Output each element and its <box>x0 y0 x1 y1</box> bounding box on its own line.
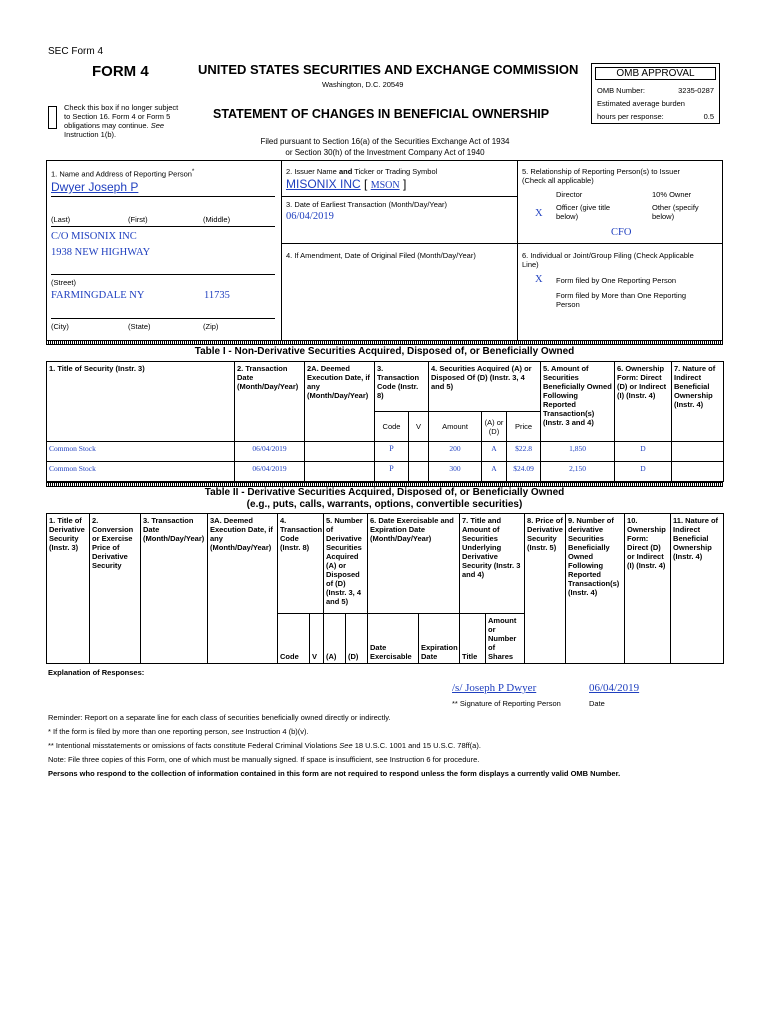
table-row <box>47 462 724 482</box>
agency-title: UNITED STATES SECURITIES AND EXCHANGE COMMISSION <box>198 62 579 77</box>
issuer-name: MISONIX INC <box>286 177 361 191</box>
omb-title: OMB APPROVAL <box>595 67 716 80</box>
other-option: Other (specify below) <box>652 203 699 221</box>
t2-col-form: 10. Ownership Form: Direct (D) or Indirect (I) (Instr. 4) <box>625 514 671 664</box>
t2-sub-a: (A) <box>324 614 346 664</box>
t1-col-date: 2. Transaction Date (Month/Day/Year) <box>235 362 305 442</box>
t1-col-title: 1. Title of Security (Instr. 3) <box>47 362 235 442</box>
more-reporting-persons-option: Form filed by More than One Reporting Person <box>556 291 687 309</box>
ticker-symbol: MSON <box>370 180 400 191</box>
signature: /s/ Joseph P Dwyer <box>452 682 537 694</box>
officer-title: CFO <box>611 227 632 238</box>
t1-row2-title: Common Stock <box>47 462 235 482</box>
t2-col-deemed: 3A. Deemed Execution Date, if any (Month/Day/Year) <box>208 514 278 664</box>
box4-label: 4. If Amendment, Date of Original Filed (Month/Day/Year) <box>286 251 476 260</box>
t2-sub-v: V <box>310 614 324 664</box>
omb-hours: 0.5 <box>703 112 714 121</box>
t1-sub-v: V <box>409 412 429 442</box>
last-name-label: (Last) <box>51 215 71 224</box>
t2-sub-date-exercisable: Date Exercisable <box>368 614 419 664</box>
one-reporting-person-option: Form filed by One Reporting Person <box>556 276 677 285</box>
t1-row1-code: P <box>375 442 409 462</box>
t2-col-title: 1. Title of Derivative Security (Instr. 3) <box>47 514 90 664</box>
checkbox-instructions: Check this box if no longer subject to Section 16. Form 4 or Form 5 obligations may continue. See Instruction 1(b). <box>64 103 179 139</box>
t1-row1-form: D <box>615 442 672 462</box>
t1-row1-owned: 1,850 <box>541 442 615 462</box>
city-value: FARMINGDALE NY <box>51 290 145 301</box>
t2-sub-title: Title <box>460 614 486 664</box>
issuer-ticker: MISONIX INC [ MSON ] <box>286 177 407 191</box>
t1-row1-price: $22.8 <box>507 442 541 462</box>
table-row <box>47 442 724 462</box>
reminder: Reminder: Report on a separate line for each class of securities beneficially owned directly or indirectly. <box>48 713 391 722</box>
reporting-person-name: Dwyer Joseph P <box>51 180 139 194</box>
t1-col-owned: 5. Amount of Securities Beneficially Owned Following Reported Transaction(s) (Instr. 3 and 4) <box>541 362 615 442</box>
form-number: FORM 4 <box>92 63 149 80</box>
director-option: Director <box>556 190 583 199</box>
t1-row2-owned: 2,150 <box>541 462 615 482</box>
t2-col-date: 3. Transaction Date (Month/Day/Year) <box>141 514 208 664</box>
t1-col-nature: 7. Nature of Indirect Beneficial Ownership (Instr. 4) <box>672 362 724 442</box>
t2-col-price: 8. Price of Derivative Security (Instr. 5) <box>525 514 566 664</box>
omb-hours-label: hours per response: <box>597 112 664 121</box>
officer-option: Officer (give title below) <box>556 203 611 221</box>
t1-row2-ad: A <box>482 462 507 482</box>
t1-row1-date: 06/04/2019 <box>235 442 305 462</box>
zip-label: (Zip) <box>203 322 219 331</box>
t2-sub-amount: Amount or Number of Shares <box>486 614 525 664</box>
note-misstatements: ** Intentional misstatements or omissions of facts constitute Federal Criminal Violations See 18 U.S.C. 1001 and 15 U.S.C. 78ff(a). <box>48 741 481 750</box>
table2-title: Table II - Derivative Securities Acquired, Disposed of, or Beneficially Owned (e.g., puts, calls, warrants, options, convertible securities) <box>204 487 565 510</box>
box5-label: 5. Relationship of Reporting Person(s) to Issuer (Check all applicable) <box>522 167 680 185</box>
city-label: (City) <box>51 322 69 331</box>
t2-col-conversion: 2. Conversion or Exercise Price of Derivative Security <box>90 514 141 664</box>
t1-col-acquired: 4. Securities Acquired (A) or Disposed Of (D) (Instr. 3, 4 and 5) <box>429 362 541 412</box>
t2-sub-d: (D) <box>346 614 368 664</box>
state-label: (State) <box>128 322 151 331</box>
t1-row2-price: $24.09 <box>507 462 541 482</box>
box6-label: 6. Individual or Joint/Group Filing (Check Applicable Line) <box>522 251 694 269</box>
table2-derivative <box>46 513 724 664</box>
ten-percent-owner-option: 10% Owner <box>652 190 692 199</box>
table1-title: Table I - Non-Derivative Securities Acquired, Disposed of, or Beneficially Owned <box>194 346 575 357</box>
t1-col-code: 3. Transaction Code (Instr. 8) <box>375 362 429 412</box>
t1-row2-form: D <box>615 462 672 482</box>
t1-sub-price: Price <box>507 412 541 442</box>
agency-city: Washington, D.C. 20549 <box>322 80 404 89</box>
note-copies: Note: File three copies of this Form, one of which must be manually signed. If space is insufficient, see Instruction 6 for procedure. <box>48 755 480 764</box>
t1-col-form: 6. Ownership Form: Direct (D) or Indirect (I) (Instr. 4) <box>615 362 672 442</box>
t2-col-number: 5. Number of Derivative Securities Acquired (A) or Disposed of (D) (Instr. 3, 4 and 5) <box>324 514 368 614</box>
t2-col-exercisable: 6. Date Exercisable and Expiration Date (Month/Day/Year) <box>368 514 460 614</box>
t1-row2-code: P <box>375 462 409 482</box>
t1-row2-amount: 300 <box>429 462 482 482</box>
explanation-label: Explanation of Responses: <box>48 668 145 677</box>
one-person-check-mark: X <box>535 274 543 285</box>
zip-value: 11735 <box>204 290 230 301</box>
no-longer-subject-checkbox[interactable] <box>48 106 57 129</box>
t1-sub-aord: (A) or (D) <box>482 412 507 442</box>
t1-row1-title: Common Stock <box>47 442 235 462</box>
t2-sub-expiration: Expiration Date <box>419 614 460 664</box>
t1-row1-amount: 200 <box>429 442 482 462</box>
omb-number-label: OMB Number: <box>597 86 645 95</box>
t1-sub-amount: Amount <box>429 412 482 442</box>
t1-sub-code: Code <box>375 412 409 442</box>
date-label: Date <box>589 699 605 708</box>
first-name-label: (First) <box>128 215 148 224</box>
omb-burden-label: Estimated average burden <box>597 99 685 108</box>
filed-pursuant: Filed pursuant to Section 16(a) of the Securities Exchange Act of 1934 or Section 30(h) of the Investment Company Act of 1940 <box>260 137 510 157</box>
note-omb: Persons who respond to the collection of information contained in this form are not required to respond unless the form displays a currently valid OMB Number. <box>48 769 621 778</box>
box1-label: 1. Name and Address of Reporting Person* <box>51 168 195 179</box>
t1-col-deemed: 2A. Deemed Execution Date, if any (Month/Day/Year) <box>305 362 375 442</box>
t2-col-nature: 11. Nature of Indirect Beneficial Ownership (Instr. 4) <box>671 514 724 664</box>
statement-title: STATEMENT OF CHANGES IN BENEFICIAL OWNERSHIP <box>213 107 550 121</box>
signature-date: 06/04/2019 <box>589 682 640 694</box>
omb-approval-box <box>591 63 720 124</box>
earliest-transaction-date: 06/04/2019 <box>286 211 334 222</box>
t2-col-underlying: 7. Title and Amount of Securities Underlying Derivative Security (Instr. 3 and 4) <box>460 514 525 614</box>
omb-number: 3235-0287 <box>678 86 714 95</box>
box2-label: 2. Issuer Name and Ticker or Trading Symbol <box>286 167 438 176</box>
officer-check-mark: X <box>535 208 543 219</box>
table1-non-derivative <box>46 361 724 482</box>
address-line-2: 1938 NEW HIGHWAY <box>51 247 151 258</box>
t2-col-owned: 9. Number of derivative Securities Beneficially Owned Following Reported Transaction(s) (Instr. 4) <box>566 514 625 664</box>
t2-sub-code: Code <box>278 614 310 664</box>
note-multiple-persons: * If the form is filed by more than one reporting person, see Instruction 4 (b)(v). <box>48 727 309 736</box>
t1-row1-ad: A <box>482 442 507 462</box>
box3-label: 3. Date of Earliest Transaction (Month/Day/Year) <box>286 200 448 209</box>
sec-form-label: SEC Form 4 <box>48 46 104 57</box>
signature-label: ** Signature of Reporting Person <box>452 699 561 708</box>
address-line-1: C/O MISONIX INC <box>51 231 137 242</box>
t2-col-code: 4. Transaction Code (Instr. 8) <box>278 514 324 614</box>
street-label: (Street) <box>51 278 77 287</box>
middle-name-label: (Middle) <box>203 215 231 224</box>
t1-row2-date: 06/04/2019 <box>235 462 305 482</box>
